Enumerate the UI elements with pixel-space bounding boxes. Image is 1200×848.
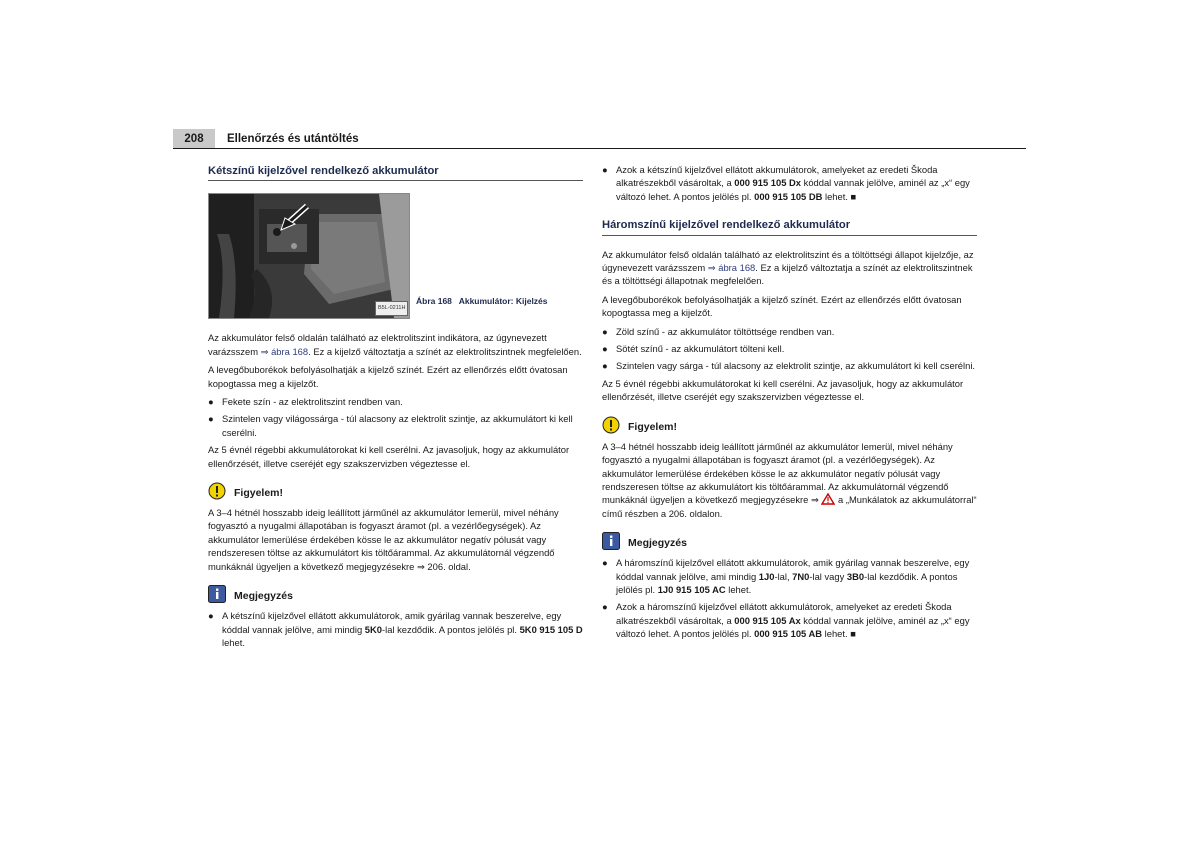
note-item: ● A háromszínű kijelzővel ellátott akkumulátorok, amik gyárilag vannak beszerelve, egy kóddal vannak jelölve, ami mindig 1J0-lal, 7N0-lal vagy 3B0-lal kezdődik. A pontos jelölés pl. 1J0 915 105 AC lehet. (602, 557, 970, 595)
left-paragraph-2: A levegőbuborékok befolyásolhatják a kijelző színét. Ezért az ellenőrzés előtt óvatosan kopogtassa meg a kijelzőt. (208, 364, 568, 389)
note-header (602, 532, 977, 552)
right-paragraph-1: Az akkumulátor felső oldalán található az elektrolitszint és a töltöttségi állapot kijelzője, az úgynevezett varázsszem ⇒ ábra 168. Ez a kijelző változtatja a színét az elektrolitszintnek és a töltöttségi állapotnak megfelelően. (602, 248, 974, 287)
warning-text: A 3–4 hétnél hosszabb ideig leállított járműnél az akkumulátor lemerül, mivel néhány fogyasztó a nyugalmi állapotában is fogyaszt áramot (pl. a vezérlőegységek). Az akkumulátor lemerülése érdekében kösse le az akkumulátor negatív pólusát vagy rendszeresen töltse az akkumulátort kis töltőárammal. Az akkumulátornál végzendő munkáknál ügyeljen a következő megjegyzésekre ⇒ a „Munkálatok az akkumulátorral“ című részben a 206. oldalon. (602, 440, 977, 519)
list-item: ● Szintelen vagy sárga - túl alacsony az elektrolit szintje, az akkumulátort ki kell cserélni. (602, 360, 976, 372)
page-number: 208 (173, 129, 215, 149)
page-header (173, 129, 1026, 149)
list-item: ● Sötét színű - az akkumulátort tölteni kell. (602, 343, 785, 355)
list-item: ● Fekete szín - az elektrolitszint rendben van. (208, 396, 403, 408)
warning-title: Figyelem! (628, 420, 678, 433)
info-icon (602, 532, 620, 550)
figure-label: Ábra 168 (416, 296, 452, 307)
warning-icon (602, 416, 620, 434)
left-heading: Kétszínű kijelzővel rendelkező akkumulátor (208, 165, 583, 181)
note-title: Megjegyzés (628, 537, 687, 550)
warning-header (208, 482, 583, 502)
list-item: ● Zöld színű - az akkumulátor töltöttsége rendben van. (602, 325, 835, 337)
figure-caption (416, 295, 548, 308)
note-item: ● A kétszínű kijelzővel ellátott akkumulátorok, amik gyárilag vannak beszerelve, egy kóddal vannak jelölve, ami mindig 5K0-lal kezdődik. A pontos jelölés pl. 5K0 915 105 D lehet. (208, 610, 583, 648)
right-column (602, 163, 977, 645)
figure-caption-text: Akkumulátor: Kijelzés (458, 296, 548, 307)
warning-header (602, 416, 977, 436)
right-paragraph-3: Az 5 évnél régebbi akkumulátorokat ki kell cserélni. Az javasoljuk, hogy az akkumulátor ellenőrzését, illetve cseréjét egy szakszervizben végeztesse el. (602, 377, 964, 403)
section-title: Ellenőrzés és utántöltés (227, 133, 359, 145)
figure-168 (208, 193, 583, 317)
right-heading: Háromszínű kijelzővel rendelkező akkumulátor (602, 219, 977, 235)
right-paragraph-2: A levegőbuborékok befolyásolhatják a kijelző színét. Ezért az ellenőrzés előtt óvatosan kopogtassa meg a kijelzőt. (602, 293, 962, 319)
warning-triangle-icon (821, 493, 835, 505)
info-icon (208, 585, 226, 603)
warning-icon (208, 482, 226, 500)
left-column (208, 165, 583, 653)
figure-link[interactable]: ⇒ ábra 168 (260, 345, 309, 357)
figure-link[interactable]: ⇒ ábra 168 (707, 262, 756, 274)
note-header (208, 585, 583, 605)
note-item: ● Azok a kétszínű kijelzővel ellátott akkumulátorok, amelyeket az eredeti Škoda alkatrészekből vásároltak, a 000 915 105 Dx kóddal vannak jelölve, aminél az „x“ egy változó lehet. A pontos jelölés pl. 000 915 105 DB lehet. ■ (602, 164, 970, 202)
note-title: Megjegyzés (234, 590, 293, 603)
warning-text: A 3–4 hétnél hosszabb ideig leállított járműnél az akkumulátor lemerül, mivel néhány fogyasztó a nyugalmi állapotában is fogyaszt áramot (pl. a vezérlőegységek). Az akkumulátor lemerülése érdekében kösse le az akkumulátor negatív pólusát vagy rendszeresen töltse az akkumulátort kis töltőárammal. Az akkumulátornál végzendő munkáknál ügyeljen a következő megjegyzésekre ⇒ 206. oldal. (208, 507, 559, 572)
battery-photo (208, 193, 410, 319)
left-paragraph-3: Az 5 évnél régebbi akkumulátorokat ki kell cserélni. Az javasoljuk, hogy az akkumulátor ellenőrzését, illetve cseréjét egy szakszervizben végeztesse el. (208, 444, 570, 469)
figure-code: B5L-0211H (375, 301, 408, 316)
warning-title: Figyelem! (234, 487, 284, 500)
note-item: ● Azok a háromszínű kijelzővel ellátott akkumulátorok, amelyeket az eredeti Škoda alkatrészekből vásároltak, a 000 915 105 Ax kóddal vannak jelölve, aminél az „x“ egy változó lehet. A pontos jelölés pl. 000 915 105 AB lehet. ■ (602, 601, 970, 640)
left-paragraph-1: Az akkumulátor felső oldalán található az elektrolitszint indikátora, az úgynevezett varázsszem ⇒ ábra 168. Ez a kijelző változtatja a színét az elektrolitszintnek megfelelően. (208, 332, 582, 357)
header-rule (173, 148, 1026, 149)
list-item: ● Szintelen vagy világossárga - túl alacsony az elektrolit szintje, az akkumulátort ki kell cserélni. (208, 413, 573, 438)
